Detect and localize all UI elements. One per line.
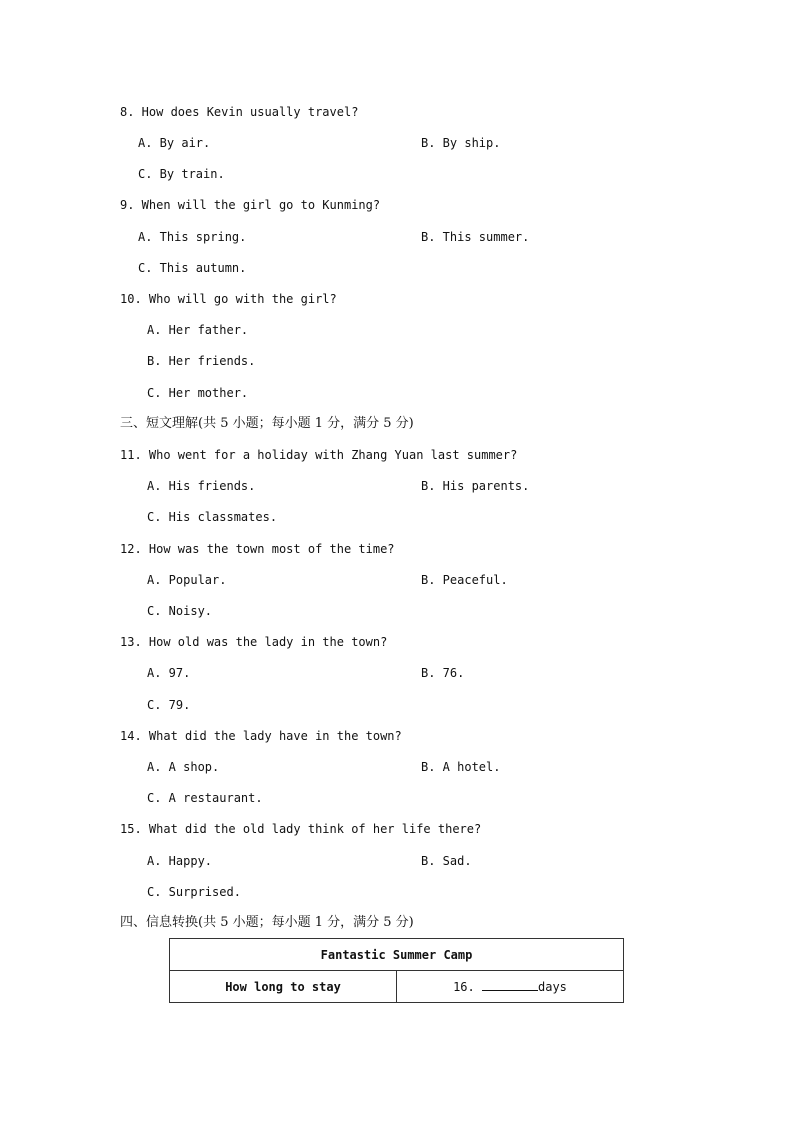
option-a: A. Her father. — [147, 323, 249, 337]
option-a: A. By air. — [138, 136, 211, 150]
section-heading: 四、信息转换(共 5 小题；每小题 1 分，满分 5 分) — [120, 915, 414, 930]
option-b: B. By ship. — [421, 136, 501, 150]
info-table — [169, 938, 624, 1002]
question-stem: 12. How was the town most of the time? — [120, 542, 395, 556]
question-stem: 10. Who will go with the girl? — [120, 292, 337, 306]
question-stem: 15. What did the old lady think of her life there? — [120, 822, 482, 836]
question-stem: 13. How old was the lady in the town? — [120, 635, 388, 649]
question-stem: 11. Who went for a holiday with Zhang Yuan last summer? — [120, 448, 518, 462]
option-a: A. A shop. — [147, 760, 220, 774]
question-stem: 8. How does Kevin usually travel? — [120, 105, 359, 119]
option-c: C. This autumn. — [138, 261, 247, 275]
option-b: B. Her friends. — [147, 354, 256, 368]
question-stem: 9. When will the girl go to Kunming? — [120, 198, 381, 212]
option-c: C. His classmates. — [147, 510, 278, 524]
answer-blank[interactable] — [482, 980, 538, 991]
option-b: B. Sad. — [421, 854, 472, 868]
table-row-label: How long to stay — [170, 971, 397, 1003]
option-c: C. By train. — [138, 167, 225, 181]
option-a: A. 97. — [147, 666, 191, 680]
option-b: B. Peaceful. — [421, 573, 508, 587]
option-b: B. A hotel. — [421, 760, 501, 774]
option-c: C. A restaurant. — [147, 791, 263, 805]
option-b: B. 76. — [421, 666, 465, 680]
section-heading: 三、短文理解(共 5 小题；每小题 1 分，满分 5 分) — [120, 416, 414, 431]
question-stem: 14. What did the lady have in the town? — [120, 729, 402, 743]
option-c: C. 79. — [147, 698, 191, 712]
option-a: A. This spring. — [138, 230, 247, 244]
option-c: C. Surprised. — [147, 885, 241, 899]
table-title: Fantastic Summer Camp — [170, 939, 624, 971]
option-a: A. His friends. — [147, 479, 256, 493]
blank-unit: days — [538, 979, 567, 994]
option-c: C. Her mother. — [147, 386, 249, 400]
option-b: B. His parents. — [421, 479, 530, 493]
option-c: C. Noisy. — [147, 604, 213, 618]
option-b: B. This summer. — [421, 230, 530, 244]
option-a: A. Popular. — [147, 573, 227, 587]
blank-number: 16. — [453, 979, 475, 994]
table-row-value — [397, 971, 624, 1003]
option-a: A. Happy. — [147, 854, 213, 868]
